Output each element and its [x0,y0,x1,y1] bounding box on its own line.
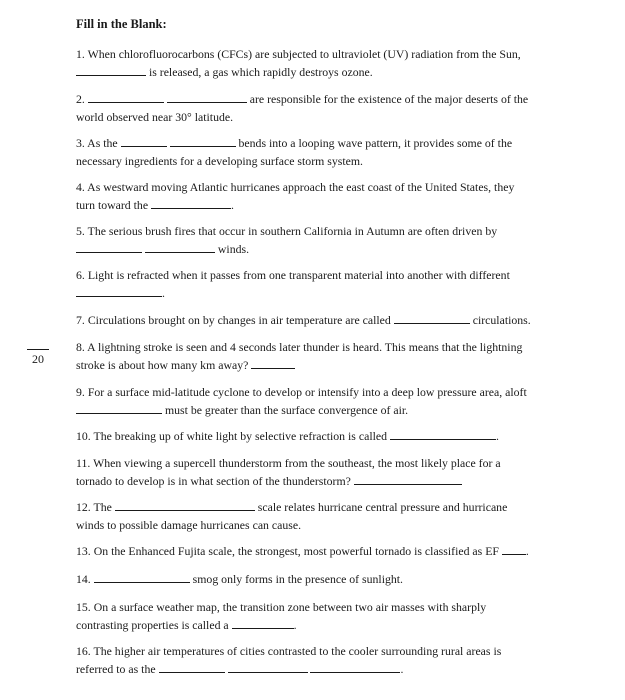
question-text: smog only forms in the presence of sunlight. [192,572,404,586]
question-text: stroke is about how many km away? [76,358,249,372]
question-text: When chlorofluorocarbons (CFCs) are subjected to ultraviolet (UV) radiation from the Sun, [87,47,521,61]
answer-blank[interactable] [76,401,162,414]
score-total: 20 [32,352,44,366]
answer-blank[interactable] [121,134,167,147]
question-text: necessary ingredients for a developing surface storm system. [76,154,363,168]
question-text: The serious brush fires that occur in southern California in Autumn are often driven by [87,224,498,238]
question-6 [76,266,566,302]
question-text: winds. [217,242,250,256]
question-text: is released, a gas which rapidly destroys ozone. [148,65,373,79]
question-text: Light is refracted when it passes from one transparent material into another with different [87,268,510,282]
question-text: When viewing a supercell thunderstorm from the southeast, the most likely place for a [93,456,501,470]
question-number: 15. [76,600,91,614]
question-text: must be greater than the surface convergence of air. [164,403,409,417]
answer-blank[interactable] [310,660,400,673]
question-8 [76,338,566,374]
question-2 [76,90,566,126]
question-text: For a surface mid-latitude cyclone to develop or intensify into a deep low pressure area, aloft [87,385,527,399]
question-text: turn toward the [76,198,149,212]
question-11 [76,454,566,490]
answer-blank[interactable] [115,498,255,511]
question-16 [76,642,566,678]
answer-blank[interactable] [228,660,308,673]
answer-blank[interactable] [159,660,225,673]
question-text: are responsible for the existence of the major deserts of the [249,92,529,106]
question-text: circulations. [472,313,531,327]
question-10 [76,427,566,445]
question-13 [76,542,566,560]
question-text: . [231,198,234,212]
question-text: The breaking up of white light by selective refraction is called [93,429,388,443]
question-text: . [495,429,499,443]
question-text: On the Enhanced Fujita scale, the strongest, most powerful tornado is classified as EF [93,544,499,558]
answer-blank[interactable] [394,311,470,324]
question-15 [76,598,566,634]
answer-blank[interactable] [251,356,295,369]
question-5 [76,222,566,258]
answer-blank[interactable] [76,240,142,253]
question-text: winds to possible damage hurricanes can cause. [76,518,302,532]
answer-blank[interactable] [94,570,190,583]
question-text: . [525,544,529,558]
question-number: 9. [76,385,85,399]
question-text: As westward moving Atlantic hurricanes approach the east coast of the United States, they [87,180,515,194]
question-text: referred to as the [76,662,156,676]
question-text: A lightning stroke is seen and 4 seconds later thunder is heard. This means that the lightning [87,340,523,354]
question-number: 8. [76,340,85,354]
answer-blank[interactable] [167,90,247,103]
question-12 [76,498,566,534]
question-text: bends into a looping wave pattern, it provides some of the [238,136,513,150]
answer-blank[interactable] [76,63,146,76]
question-4 [76,178,566,214]
worksheet-heading: Fill in the Blank: [76,17,167,31]
question-number: 14. [76,572,91,586]
answer-blank[interactable] [76,284,162,297]
question-number: 2. [76,92,85,106]
answer-blank[interactable] [502,542,526,555]
question-number: 4. [76,180,85,194]
question-text: . [162,286,165,300]
question-1 [76,45,566,81]
answer-blank[interactable] [170,134,236,147]
question-text: contrasting properties is called a [76,618,229,632]
question-7 [76,311,566,329]
question-text: As the [87,136,118,150]
question-text: world observed near 30° latitude. [76,110,234,124]
question-text: The higher air temperatures of cities contrasted to the cooler surrounding rural areas is [93,644,502,658]
answer-blank[interactable] [145,240,215,253]
question-14 [76,570,566,588]
question-number: 3. [76,136,85,150]
question-number: 7. [76,313,85,327]
score-divider [27,349,49,350]
question-text: scale relates hurricane central pressure and hurricane [257,500,508,514]
question-number: 13. [76,544,91,558]
question-number: 10. [76,429,91,443]
question-9 [76,383,566,419]
question-3 [76,134,566,170]
question-text: . [293,618,297,632]
question-text: tornado to develop is in what section of the thunderstorm? [76,474,351,488]
answer-blank[interactable] [354,472,462,485]
answer-blank[interactable] [88,90,164,103]
question-number: 5. [76,224,85,238]
answer-blank[interactable] [151,196,231,209]
question-text: On a surface weather map, the transition zone between two air masses with sharply [93,600,487,614]
answer-blank[interactable] [232,616,294,629]
question-number: 12. [76,500,91,514]
question-number: 16. [76,644,91,658]
question-text: Circulations brought on by changes in air temperature are called [87,313,391,327]
question-number: 1. [76,47,85,61]
question-number: 11. [76,456,91,470]
question-text: . [400,662,404,676]
question-number: 6. [76,268,85,282]
question-text: The [93,500,112,514]
answer-blank[interactable] [390,427,496,440]
